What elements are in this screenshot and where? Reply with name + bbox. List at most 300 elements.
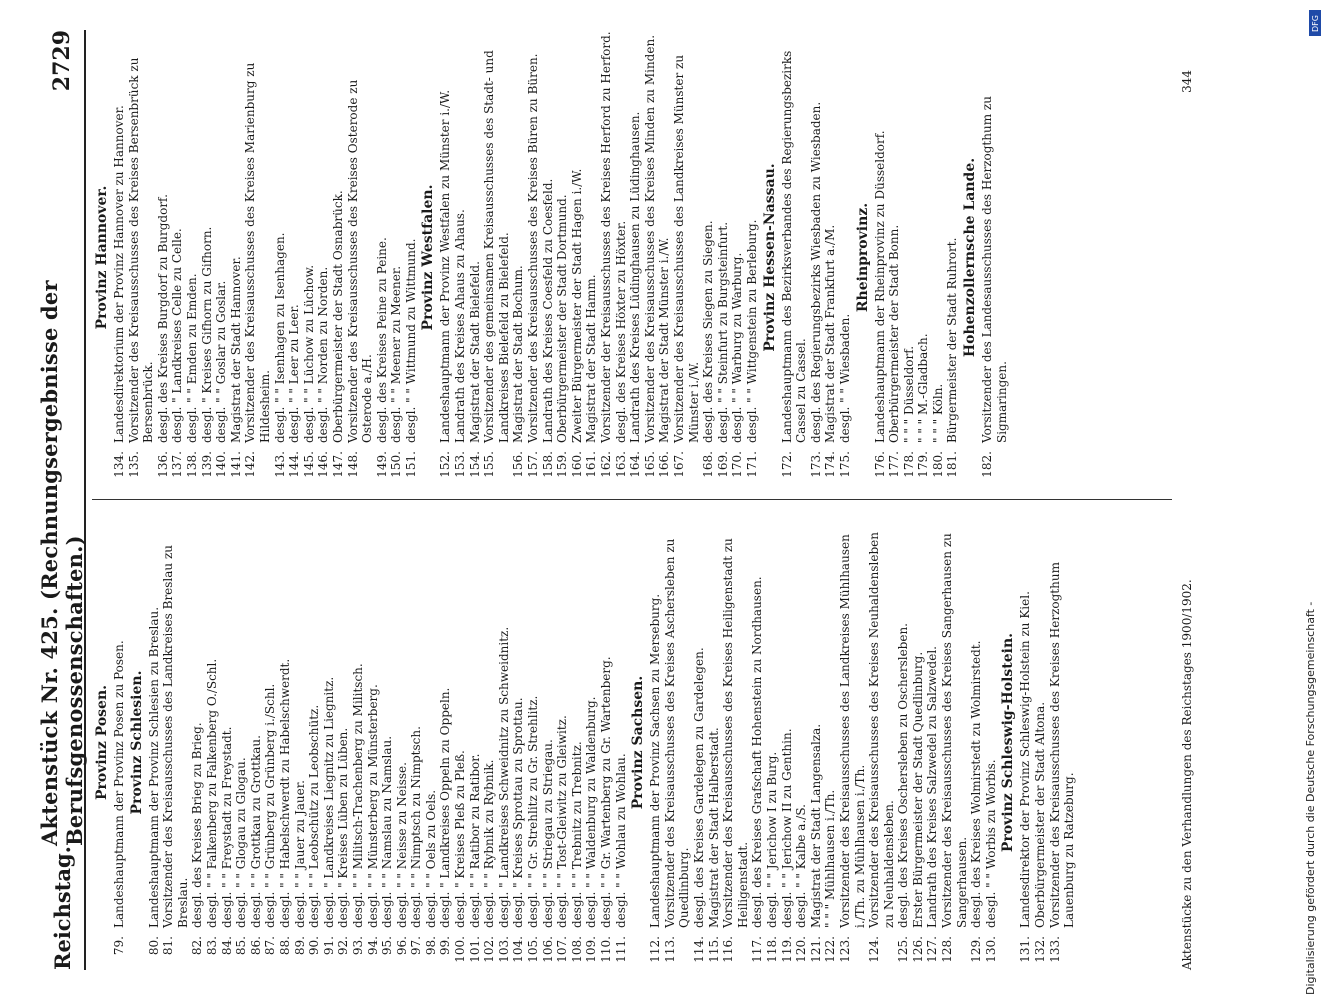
- section-heading: Hohenzollernsche Lande.: [962, 157, 979, 358]
- list-item: [730, 30, 745, 485]
- entry-text: " " " Mühlhausen i./Th.: [823, 789, 838, 928]
- list-item: [896, 515, 911, 970]
- section-heading: Provinz Schleswig-Holstein.: [1000, 632, 1017, 853]
- entry-number: 94.: [365, 936, 380, 956]
- list-item: [190, 515, 205, 970]
- entry-text: desgl. " " Meener zu Meener.: [389, 265, 404, 443]
- entry-number: 103.: [496, 936, 511, 963]
- entry-text: desgl. " " Wittmund zu Wittmund.: [403, 238, 418, 443]
- list-item: [220, 515, 235, 970]
- list-item: [663, 515, 692, 970]
- list-item: [1018, 515, 1033, 970]
- list-item: [1033, 515, 1048, 970]
- entry-number: 130.: [983, 936, 998, 963]
- list-item: [468, 515, 483, 970]
- entry-number: 182.: [980, 451, 995, 478]
- entry-number: 135.: [126, 451, 141, 478]
- entry-number: 104.: [511, 936, 526, 963]
- entry-text: Vorsitzender des Kreisausschusses des Kreises Bersenbrück zu Bersenbrück.: [126, 57, 156, 443]
- entry-text: desgl. des Kreises Höxter zu Höxter.: [613, 220, 628, 443]
- entry-text: desgl. " " Warburg zu Warburg.: [730, 252, 745, 443]
- entry-text: desgl. " " Grünberg zu Grünberg i./Schl.: [263, 683, 278, 928]
- entry-text: desgl. des Regierungsbezirks Wiesbaden zu Wiesbaden.: [808, 101, 823, 443]
- entry-number: 110.: [599, 936, 613, 963]
- entry-number: 132.: [1033, 936, 1048, 963]
- entry-number: 92.: [336, 936, 351, 956]
- list-item: [453, 515, 468, 970]
- entry-text: " " " M.-Gladbach.: [916, 333, 931, 443]
- entry-text: Zweiter Bürgermeister der Stadt Hagen i./W.: [569, 168, 584, 443]
- entry-text: Vorsitzender des Kreisausschusses des Kreises Herzogthum Lauenburg zu Ratzeburg.: [1047, 562, 1077, 928]
- list-item: [263, 515, 278, 970]
- entry-text: desgl. des Kreises Gardelegen zu Gardelegen.: [691, 647, 706, 928]
- list-item: [823, 30, 838, 485]
- entry-number: 133.: [1047, 936, 1062, 963]
- entry-number: 113.: [662, 936, 677, 963]
- entry-text: desgl. " " Falkenberg zu Falkenberg O./Schl.: [204, 658, 219, 928]
- list-item: [526, 30, 541, 485]
- right-column: [92, 30, 1212, 485]
- entry-number: 98.: [423, 936, 438, 956]
- entry-number: 100.: [453, 936, 468, 963]
- entry-text: desgl. " " Tost-Gleiwitz zu Gleiwitz.: [555, 715, 570, 928]
- entry-number: 101.: [467, 936, 482, 963]
- entry-text: desgl. des Kreises Grafschaft Hohenstein zu Nordhausen.: [750, 576, 765, 928]
- list-item: [511, 515, 526, 970]
- entry-number: 158.: [540, 451, 555, 478]
- list-item: [302, 30, 317, 485]
- list-item: [541, 515, 556, 970]
- entry-number: 162.: [599, 451, 613, 478]
- entry-number: 93.: [350, 936, 365, 956]
- entry-text: desgl. " " Glogau zu Glogau.: [234, 757, 249, 928]
- list-item: [584, 30, 599, 485]
- entry-number: 147.: [330, 451, 345, 478]
- entry-number: 170.: [730, 451, 745, 478]
- entry-number: 176.: [872, 451, 887, 478]
- list-item: [911, 515, 926, 970]
- entry-text: Magistrat der Stadt Frankfurt a./M.: [823, 224, 838, 443]
- entry-text: desgl. " Landkreises Oppeln zu Oppeln.: [438, 687, 453, 928]
- entry-number: 161.: [584, 451, 599, 478]
- entry-number: 168.: [701, 451, 716, 478]
- entry-text: Vorsitzender des Kreisausschusses des Landkreises Mühlhausen i./Th. zu Mühlhausen i./Th.: [837, 534, 867, 928]
- list-item: [307, 515, 322, 970]
- entry-text: desgl. " " Leer zu Leer.: [287, 304, 302, 443]
- footer-page-number: 344: [1180, 70, 1194, 93]
- list-item: [389, 30, 404, 485]
- list-item: [273, 30, 288, 485]
- entry-number: 81.: [161, 936, 176, 956]
- list-item: [200, 30, 215, 485]
- list-item: [127, 30, 156, 485]
- list-item: [984, 515, 999, 970]
- entry-number: 111.: [613, 936, 628, 963]
- entry-text: desgl. " " Worbis zu Worbis.: [983, 759, 998, 928]
- entry-text: Vorsitzender des Kreisausschusses des Kreises Sangerhausen zu Sangerhausen.: [940, 533, 969, 928]
- list-item: [404, 30, 419, 485]
- entry-number: 179.: [916, 451, 931, 478]
- list-item: [657, 30, 672, 485]
- list-item: [205, 515, 220, 970]
- entry-text: Landesdirektorium der Provinz Hannover zu Hannover.: [112, 105, 126, 443]
- list-item: [721, 515, 750, 970]
- entry-number: 116.: [721, 936, 736, 963]
- entry-number: 122.: [823, 936, 838, 963]
- entry-text: Oberbürgermeister der Stadt Dortmund.: [555, 194, 570, 443]
- entry-text: Bürgermeister der Stadt Ruhrort.: [945, 237, 960, 443]
- entry-number: 123.: [837, 936, 852, 963]
- list-item: [375, 30, 390, 485]
- entry-number: 137.: [170, 451, 185, 478]
- entry-text: desgl. " " Kalbe a./S.: [794, 804, 809, 928]
- entry-text: " " " Köln.: [930, 383, 945, 443]
- list-item: [716, 30, 731, 485]
- entry-number: 82.: [190, 936, 205, 956]
- entry-text: Vorsitzender des Kreisausschusses des Kreises Neuhaldensleben zu Neuhaldensleben.: [867, 532, 896, 928]
- list-item: [780, 30, 809, 485]
- entry-text: Magistrat der Stadt Halberstadt.: [706, 727, 721, 928]
- list-item: [185, 30, 200, 485]
- entry-text: Oberbürgermeister der Stadt Altona.: [1033, 701, 1048, 928]
- entry-number: 105.: [526, 936, 541, 963]
- entry-text: desgl. " Landkreises Schweidnitz zu Schweidnitz.: [496, 626, 511, 928]
- section-heading: Rheinprovinz.: [854, 202, 871, 313]
- entry-text: Vorsitzender des Kreisausschusses des Kreises Minden zu Minden.: [642, 34, 657, 443]
- entry-text: Vorsitzender des Kreisausschusses des Kreises Aschersleben zu Quedlinburg.: [662, 538, 692, 928]
- list-item: [599, 515, 614, 970]
- entry-text: desgl. " " Emden zu Emden.: [184, 273, 199, 443]
- entry-text: desgl. " " Militsch-Trachenberg zu Militsch.: [350, 663, 365, 928]
- list-item: [809, 30, 824, 485]
- list-item: [701, 30, 716, 485]
- header-title: Aktenstück Nr. 425. (Rechnungsergebnisse der Berufsgenossenschaften.): [37, 280, 87, 847]
- entry-text: desgl. " Landkreises Celle zu Celle.: [170, 228, 185, 443]
- entry-text: desgl. " " Namslau zu Namslau.: [380, 735, 395, 928]
- entry-number: 121.: [808, 936, 823, 963]
- entry-number: 165.: [642, 451, 657, 478]
- entry-text: desgl. des Kreises Oschersleben zu Oschersleben.: [896, 623, 911, 928]
- list-item: [511, 30, 526, 485]
- entry-number: 119.: [779, 936, 794, 963]
- entry-text: Vorsitzender des Landesausschusses des Herzogthum zu Sigmaringen.: [980, 96, 1009, 443]
- entry-number: 163.: [613, 451, 628, 478]
- list-item: [438, 515, 453, 970]
- entry-text: desgl. " " Neisse zu Neisse.: [394, 762, 409, 928]
- list-item: [570, 515, 585, 970]
- entry-number: 178.: [901, 451, 916, 478]
- entry-text: Landrath des Kreises Salzwedel zu Salzwedel.: [925, 646, 940, 928]
- entry-number: 152.: [438, 451, 453, 478]
- list-item: [366, 515, 381, 970]
- entry-text: desgl. " " Lüchow zu Lüchow.: [301, 264, 316, 443]
- list-item: [873, 30, 888, 485]
- entry-number: 129.: [969, 936, 984, 963]
- list-item: [482, 515, 497, 970]
- entry-text: desgl. " " Jerichow I zu Burg.: [764, 751, 779, 928]
- section-heading: Provinz Westfalen.: [420, 184, 437, 331]
- list-item: [969, 515, 984, 970]
- entry-number: 150.: [389, 451, 404, 478]
- list-item: [584, 515, 599, 970]
- entry-text: desgl. " " Nimptsch zu Nimptsch.: [409, 726, 424, 928]
- entry-number: 166.: [657, 451, 672, 478]
- list-item: [887, 30, 902, 485]
- entry-text: desgl. des Kreises Brieg zu Brieg.: [190, 722, 205, 928]
- entry-text: Vorsitzender der Kreisausschusses des Kreises Herford zu Herford.: [599, 31, 613, 443]
- list-item: [628, 30, 643, 485]
- entry-text: desgl. " " Rybnik zu Rybnik.: [482, 759, 497, 928]
- entry-number: 95.: [380, 936, 395, 956]
- entry-number: 151.: [403, 451, 418, 478]
- list-item: [614, 30, 629, 485]
- entry-number: 149.: [374, 451, 389, 478]
- list-item: [692, 515, 707, 970]
- entry-number: 97.: [409, 936, 424, 956]
- list-item: [424, 515, 439, 970]
- entry-number: 177.: [887, 451, 902, 478]
- entry-number: 88.: [277, 936, 292, 956]
- list-item: [156, 30, 171, 485]
- rotated-document-page: [37, 30, 1250, 970]
- list-item: [278, 515, 293, 970]
- document-columns: [92, 30, 1212, 970]
- entry-text: Landeshauptmann der Provinz Sachsen zu Merseburg.: [648, 593, 663, 928]
- entry-number: 180.: [930, 451, 945, 478]
- entry-number: 136.: [155, 451, 170, 478]
- entry-text: desgl. des Kreises Siegen zu Siegen.: [701, 220, 716, 443]
- list-item: [331, 30, 346, 485]
- list-item: [570, 30, 585, 485]
- list-item: [395, 515, 410, 970]
- entry-text: desgl. " " Gr. Strehlitz zu Gr. Strehlitz.: [526, 695, 541, 928]
- entry-text: Vorsitzender des Kreisausschusses des Landkreises Münster zu Münster i./W.: [671, 54, 701, 443]
- entry-number: 91.: [321, 936, 336, 956]
- entry-number: 126.: [910, 936, 925, 963]
- entry-text: Landrath des Kreises Coesfeld zu Coesfeld.: [540, 178, 555, 443]
- list-item: [214, 30, 229, 485]
- entry-number: 157.: [526, 451, 541, 478]
- entry-text: Landeshauptmann der Provinz Schlesien zu Breslau.: [146, 606, 161, 928]
- list-item: [809, 515, 824, 970]
- section-heading: Provinz Hannover.: [94, 185, 110, 330]
- entry-number: 164.: [628, 451, 643, 478]
- list-item: [794, 515, 809, 970]
- entry-number: 85.: [234, 936, 249, 956]
- entry-text: desgl. " " Grottkau zu Grottkau.: [248, 735, 263, 928]
- list-item: [707, 515, 722, 970]
- entry-text: desgl. " Kreises Sprottau zu Sprottau.: [511, 697, 526, 928]
- list-item: [765, 515, 780, 970]
- entry-text: Magistrat der Stadt Bochum.: [511, 265, 526, 443]
- entry-number: 83.: [204, 936, 219, 956]
- section-heading: Provinz Hessen-Nassau.: [761, 163, 778, 352]
- entry-text: Oberbürgermeister der Stadt Bonn.: [887, 224, 902, 443]
- list-item: [672, 30, 701, 485]
- list-item: [380, 515, 395, 970]
- entry-text: desgl. " " Jerichow II zu Genthin.: [779, 728, 794, 928]
- list-item: [745, 30, 760, 485]
- entry-number: 167.: [671, 451, 686, 478]
- entry-text: desgl. " " Wittgenstein zu Berleburg.: [744, 219, 759, 443]
- section-heading: Provinz Posen.: [94, 684, 110, 801]
- entry-number: 86.: [248, 936, 263, 956]
- list-item: [980, 30, 1009, 485]
- entry-text: Vorsitzender des gemeinsamen Kreisausschusses des Stadt- und Landkreises Bielefeld zu Bielefeld.: [482, 50, 511, 443]
- list-item: [438, 30, 453, 485]
- list-item: [234, 515, 249, 970]
- entry-text: desgl. " " Striegau zu Striegau.: [540, 739, 555, 928]
- entry-number: 79.: [112, 936, 126, 956]
- list-item: [351, 515, 366, 970]
- list-item: [902, 30, 917, 485]
- entry-text: desgl. " " Wiesbaden.: [837, 313, 852, 443]
- page-header: [37, 30, 87, 970]
- entry-number: 159.: [555, 451, 570, 478]
- entry-text: desgl. " " Waldenburg zu Waldenburg.: [584, 696, 599, 928]
- entry-number: 175.: [837, 451, 852, 478]
- list-item: [643, 30, 658, 485]
- list-item: [229, 30, 244, 485]
- list-item: [346, 30, 375, 485]
- entry-number: 174.: [823, 451, 838, 478]
- entry-number: 156.: [511, 451, 526, 478]
- list-item: [482, 30, 511, 485]
- entry-number: 181.: [945, 451, 960, 478]
- entry-number: 124.: [867, 936, 882, 963]
- entry-text: Landrath des Kreises Ahaus zu Ahaus.: [453, 209, 468, 443]
- entry-text: desgl. " " Norden zu Norden.: [316, 266, 331, 443]
- list-item: [750, 515, 765, 970]
- entry-number: 99.: [438, 936, 453, 956]
- entry-text: Landeshauptmann der Provinz Posen zu Posen.: [112, 640, 126, 928]
- list-item: [526, 515, 541, 970]
- entry-text: desgl. " " Leobschütz zu Leobschütz.: [307, 704, 322, 928]
- entry-text: desgl. " " Freystadt zu Freystadt.: [219, 726, 234, 928]
- left-column: [92, 515, 1212, 970]
- list-item: [838, 30, 853, 485]
- entry-text: Oberbürgermeister der Stadt Osnabrück.: [330, 190, 345, 443]
- entry-number: 144.: [287, 451, 302, 478]
- entry-text: desgl. " " Münsterberg zu Münsterberg.: [365, 684, 380, 928]
- entry-text: Vorsitzender des Kreisausschusses des Kreises Büren zu Büren.: [526, 53, 541, 443]
- entry-number: 115.: [706, 936, 721, 963]
- entry-number: 120.: [794, 936, 809, 963]
- entry-number: 125.: [896, 936, 911, 963]
- entry-text: Vorsitzender des Kreisausschusses des Kreises Marienburg zu Hildesheim.: [243, 62, 272, 443]
- list-item: [555, 515, 570, 970]
- entry-number: 141.: [228, 451, 243, 478]
- entry-number: 107.: [555, 936, 570, 963]
- column-divider: [92, 499, 1172, 500]
- entry-text: desgl. " " Isenhagen zu Isenhagen.: [272, 232, 287, 443]
- entry-text: Erster Bürgermeister der Stadt Quedlinburg.: [910, 651, 925, 928]
- entry-text: Vorsitzender des Kreisausschusses des Kreises Heiligenstadt zu Heiligenstadt.: [721, 538, 750, 928]
- entry-number: 142.: [243, 451, 258, 478]
- entry-number: 172.: [779, 451, 794, 478]
- list-item: [497, 515, 512, 970]
- entry-number: 173.: [808, 451, 823, 478]
- entry-number: 80.: [146, 936, 161, 956]
- entry-text: desgl. " " Ratibor zu Ratibor.: [467, 753, 482, 928]
- digitization-note: Digitalisierung gefördert durch die Deutsche Forschungsgemeinschaft -: [1304, 601, 1317, 995]
- entry-text: Magistrat der Stadt Langensalza.: [808, 723, 823, 928]
- list-item: [555, 30, 570, 485]
- entry-text: desgl. des Kreises Peine zu Peine.: [374, 237, 389, 443]
- entry-text: Magistrat der Stadt Bielefeld.: [467, 261, 482, 443]
- entry-number: 114.: [691, 936, 706, 963]
- footer-left: Aktenstücke zu den Verhandlungen des Reichstages 1900/1902.: [1180, 579, 1194, 970]
- entry-text: Magistrat der Stadt Hamm.: [584, 274, 599, 443]
- list-item: [243, 30, 272, 485]
- list-item: [147, 515, 162, 970]
- entry-text: desgl. " " Steinfurt zu Burgsteinfurt.: [715, 221, 730, 443]
- entry-text: Vorsitzender des Kreisausschusses des Kreises Osterode zu Osterode a./H.: [345, 79, 375, 443]
- entry-text: desgl. " " Gr. Wartenberg zu Gr. Wartenberg.: [599, 656, 613, 928]
- entry-text: desgl. " Landkreises Liegnitz zu Liegnitz.: [321, 676, 336, 928]
- entry-number: 118.: [764, 936, 779, 963]
- entry-number: 106.: [540, 936, 555, 963]
- entry-number: 112.: [648, 936, 663, 963]
- entry-number: 102.: [482, 936, 497, 963]
- entry-number: 140.: [214, 451, 229, 478]
- entry-text: Magistrat der Stadt Münster i./W.: [657, 237, 672, 443]
- entry-number: 108.: [569, 936, 584, 963]
- entry-text: desgl. " " Jauer zu Jauer.: [292, 780, 307, 928]
- entry-number: 154.: [467, 451, 482, 478]
- section-heading: Provinz Schlesien.: [128, 670, 145, 815]
- list-item: [287, 30, 302, 485]
- list-item: [409, 515, 424, 970]
- entry-text: " " " Düsseldorf.: [901, 345, 916, 443]
- list-item: [945, 30, 960, 485]
- entry-number: 146.: [316, 451, 331, 478]
- entry-text: Landeshauptmann der Rheinprovinz zu Düsseldorf.: [872, 130, 887, 443]
- entry-number: 90.: [307, 936, 322, 956]
- entry-text: desgl. " " Goslar zu Goslar.: [214, 280, 229, 443]
- entry-number: 148.: [345, 451, 360, 478]
- list-item: [599, 30, 614, 485]
- entry-number: 109.: [584, 936, 599, 963]
- list-item: [249, 515, 264, 970]
- list-item: [916, 30, 931, 485]
- entry-text: Vorsitzender des Kreisausschusses des Landkreises Breslau zu Breslau.: [161, 544, 190, 928]
- entry-number: 117.: [750, 936, 765, 963]
- entry-number: 145.: [301, 451, 316, 478]
- list-item: [541, 30, 556, 485]
- entry-number: 143.: [272, 451, 287, 478]
- dfg-logo-text: DFG: [1310, 14, 1320, 32]
- list-item: [161, 515, 190, 970]
- entry-number: 84.: [219, 936, 234, 956]
- entry-number: 134.: [112, 451, 126, 478]
- entry-number: 138.: [184, 451, 199, 478]
- entry-text: Magistrat der Stadt Hannover.: [228, 256, 243, 443]
- entry-text: desgl. " " Wohlau zu Wohlau.: [613, 753, 628, 928]
- entry-number: 139.: [199, 451, 214, 478]
- header-page-number: 2729: [49, 30, 75, 92]
- list-item: [316, 30, 331, 485]
- list-item: [838, 515, 867, 970]
- list-item: [293, 515, 308, 970]
- entry-number: 160.: [569, 451, 584, 478]
- entry-number: 155.: [482, 451, 497, 478]
- entry-number: 128.: [940, 936, 955, 963]
- list-item: [823, 515, 838, 970]
- entry-text: desgl. des Kreises Burgdorf zu Burgdorf.: [155, 194, 170, 443]
- entry-number: 169.: [715, 451, 730, 478]
- list-item: [468, 30, 483, 485]
